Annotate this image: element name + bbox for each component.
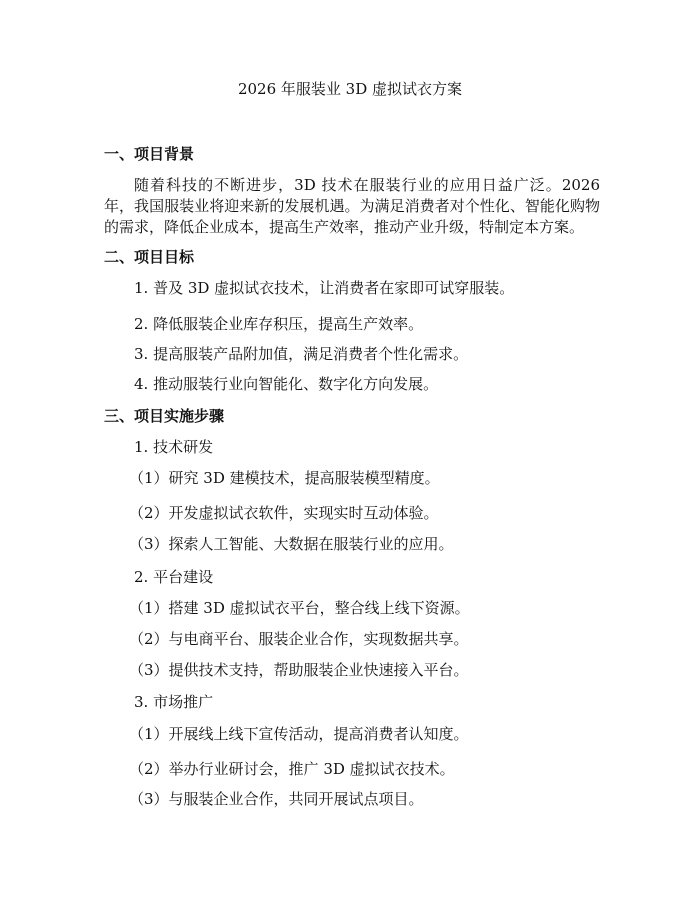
background-paragraph: 随着科技的不断进步，3D 技术在服装行业的应用日益广泛。2026 年，我国服装业将迎来新的发展机遇。为满足消费者对个性化、智能化购物的需求，降低企业成本，提高生产效率，推动产业升级，特制定本方案。	[104, 176, 600, 236]
goal-item: 1. 普及 3D 虚拟试衣技术，让消费者在家即可试穿服装。	[134, 279, 515, 297]
step-label-platform: 2. 平台建设	[134, 568, 214, 586]
step-subitem: （3）与服装企业合作，共同开展试点项目。	[129, 790, 424, 808]
step-subitem: （1）研究 3D 建模技术，提高服装模型精度。	[129, 469, 440, 487]
goal-item: 3. 提高服装产品附加值，满足消费者个性化需求。	[134, 345, 469, 363]
step-subitem: （2）开发虚拟试衣软件，实现实时互动体验。	[129, 504, 439, 522]
section-heading-background: 一、项目背景	[104, 145, 195, 163]
document-title: 2026 年服装业 3D 虚拟试衣方案	[237, 80, 463, 98]
goal-item: 4. 推动服装行业向智能化、数字化方向发展。	[134, 375, 439, 393]
goal-item: 2. 降低服装企业库存积压，提高生产效率。	[134, 315, 424, 333]
step-subitem: （3）探索人工智能、大数据在服装行业的应用。	[129, 535, 454, 553]
step-label-marketing: 3. 市场推广	[134, 693, 214, 711]
step-label-rnd: 1. 技术研发	[134, 438, 214, 456]
step-subitem: （2）与电商平台、服装企业合作，实现数据共享。	[129, 630, 469, 648]
step-subitem: （1）搭建 3D 虚拟试衣平台，整合线上线下资源。	[129, 599, 470, 617]
step-subitem: （1）开展线上线下宣传活动，提高消费者认知度。	[129, 725, 469, 743]
section-heading-goals: 二、项目目标	[104, 248, 195, 266]
section-heading-steps: 三、项目实施步骤	[104, 407, 225, 425]
step-subitem: （3）提供技术支持，帮助服装企业快速接入平台。	[129, 661, 469, 679]
step-subitem: （2）举办行业研讨会，推广 3D 虚拟试衣技术。	[129, 760, 455, 778]
